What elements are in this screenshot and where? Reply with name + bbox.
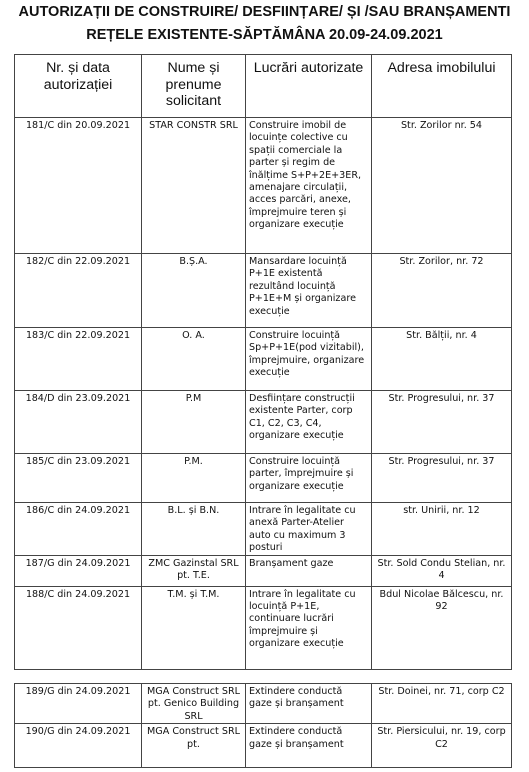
cell-lucrari: Mansardare locuință P+1E existentă rezultând locuință P+1E+M și organizare execuție bbox=[246, 254, 372, 328]
cell-solicitant: B.Ș.A. bbox=[142, 254, 246, 328]
cell-adresa: Str. Progresului, nr. 37 bbox=[372, 454, 512, 503]
cell-adresa: Str. Zorilor, nr. 72 bbox=[372, 254, 512, 328]
header-nume-prenume: Nume și prenume solicitant bbox=[142, 55, 246, 118]
cell-adresa: Str. Sold Condu Stelian, nr. 4 bbox=[372, 555, 512, 586]
cell-lucrari: Intrare în legalitate cu anexă Parter-Atelier auto cu maximum 3 posturi bbox=[246, 503, 372, 556]
cell-nr-data: 185/C din 23.09.2021 bbox=[15, 454, 142, 503]
cell-lucrari: Construire locuință Sp+P+1E(pod vizitabil), împrejmuire, organizare execuție bbox=[246, 328, 372, 391]
cell-lucrari: Extindere conductă gaze și branșament bbox=[246, 724, 372, 768]
header-nr-data: Nr. și data autorizației bbox=[15, 55, 142, 118]
cell-nr-data: 187/G din 24.09.2021 bbox=[15, 555, 142, 586]
cell-solicitant: P.M bbox=[142, 391, 246, 454]
table-row bbox=[15, 724, 512, 768]
cell-lucrari: Construire locuință parter, împrejmuire și organizare execuție bbox=[246, 454, 372, 503]
cell-adresa: Str. Zorilor nr. 54 bbox=[372, 118, 512, 254]
cell-solicitant: STAR CONSTR SRL bbox=[142, 118, 246, 254]
cell-lucrari: Intrare în legalitate cu locuință P+1E, continuare lucrări împrejmuire și organizare execuție bbox=[246, 586, 372, 669]
cell-lucrari: Desființare construcții existente Parter, corp C1, C2, C3, C4, organizare execuție bbox=[246, 391, 372, 454]
document-title-line2: REȚELE EXISTENTE-SĂPTĂMÂNA 20.09-24.09.2021 bbox=[86, 27, 443, 43]
cell-nr-data: 189/G din 24.09.2021 bbox=[15, 684, 142, 724]
table-row bbox=[15, 586, 512, 669]
header-row bbox=[15, 55, 512, 118]
cell-solicitant: B.L. și B.N. bbox=[142, 503, 246, 556]
cell-solicitant: P.M. bbox=[142, 454, 246, 503]
authorizations-table bbox=[14, 54, 512, 670]
cell-lucrari: Branșament gaze bbox=[246, 555, 372, 586]
cell-nr-data: 186/C din 24.09.2021 bbox=[15, 503, 142, 556]
cell-nr-data: 190/G din 24.09.2021 bbox=[15, 724, 142, 768]
cell-nr-data: 184/D din 23.09.2021 bbox=[15, 391, 142, 454]
document-title-line1: AUTORIZAȚII DE CONSTRUIRE/ DESFIINȚARE/ ȘI /SAU BRANȘAMENTI bbox=[18, 4, 511, 20]
header-adresa: Adresa imobilului bbox=[372, 55, 512, 118]
cell-adresa: Str. Progresului, nr. 37 bbox=[372, 391, 512, 454]
table-row bbox=[15, 254, 512, 328]
cell-lucrari: Construire imobil de locuințe colective cu spații comerciale la parter și regim de înălțime S+P+2E+3ER, amenajare circulații, acces parcări, anexe, împrejmuire teren și organizare execuție bbox=[246, 118, 372, 254]
header-lucrari: Lucrări autorizate bbox=[246, 55, 372, 118]
cell-nr-data: 181/C din 20.09.2021 bbox=[15, 118, 142, 254]
cell-solicitant: ZMC Gazinstal SRL pt. T.E. bbox=[142, 555, 246, 586]
cell-solicitant: MGA Construct SRL pt. Genico Building SRL bbox=[142, 684, 246, 724]
cell-nr-data: 183/C din 22.09.2021 bbox=[15, 328, 142, 391]
table-row bbox=[15, 555, 512, 586]
table-row bbox=[15, 503, 512, 556]
cell-adresa: str. Unirii, nr. 12 bbox=[372, 503, 512, 556]
table-row bbox=[15, 454, 512, 503]
cell-nr-data: 182/C din 22.09.2021 bbox=[15, 254, 142, 328]
cell-nr-data: 188/C din 24.09.2021 bbox=[15, 586, 142, 669]
cell-adresa: Str. Piersicului, nr. 19, corp C2 bbox=[372, 724, 512, 768]
table-row bbox=[15, 118, 512, 254]
cell-adresa: Str. Doinei, nr. 71, corp C2 bbox=[372, 684, 512, 724]
cell-solicitant: O. A. bbox=[142, 328, 246, 391]
table-row bbox=[15, 684, 512, 724]
cell-solicitant: MGA Construct SRL pt. bbox=[142, 724, 246, 768]
cell-adresa: Str. Bălții, nr. 4 bbox=[372, 328, 512, 391]
table-row bbox=[15, 328, 512, 391]
cell-solicitant: T.M. și T.M. bbox=[142, 586, 246, 669]
authorizations-table-continued bbox=[14, 683, 512, 768]
cell-adresa: Bdul Nicolae Bălcescu, nr. 92 bbox=[372, 586, 512, 669]
cell-lucrari: Extindere conductă gaze și branșament bbox=[246, 684, 372, 724]
table-row bbox=[15, 391, 512, 454]
